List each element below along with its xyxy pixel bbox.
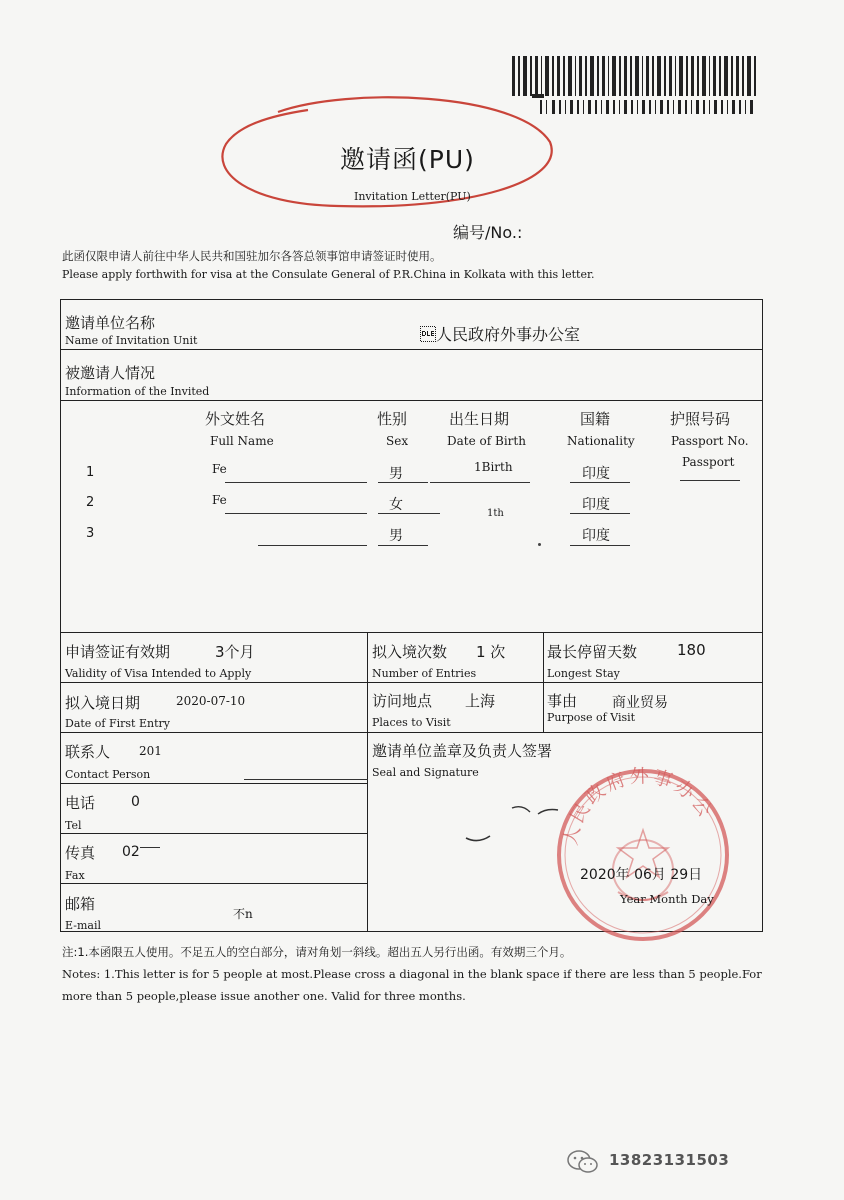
fill-line (680, 480, 740, 481)
unit-label-cn: 邀请单位名称 (65, 314, 156, 332)
row-name: Fe (212, 462, 227, 476)
email-label-en: E-mail (65, 919, 101, 932)
table-rule (60, 833, 368, 834)
signature-date: 2020年 06月 29日 (580, 867, 703, 883)
fill-line (378, 482, 428, 483)
fax-value: 02 (122, 844, 140, 860)
signature-mark (462, 800, 572, 850)
entries-label-en: Number of Entries (372, 667, 477, 680)
fill-line (378, 545, 428, 546)
col-passport-cn: 护照号码 (670, 410, 731, 428)
email-value: 不n (233, 907, 253, 921)
table-rule (60, 632, 763, 633)
col-sex-cn: 性别 (377, 410, 408, 428)
wechat-icon (566, 1149, 600, 1175)
entry-date-label-en: Date of First Entry (65, 717, 170, 730)
fax-label-en: Fax (65, 869, 85, 882)
notes-en: Notes: 1.This letter is for 5 people at most.Please cross a diagonal in the blank space if there are less than 5 people.For more than 5 people,please issue another one. Valid for three months. (62, 967, 762, 1003)
table-rule (60, 883, 368, 884)
table-rule (60, 349, 763, 350)
fax-label-cn: 传真 (65, 844, 96, 862)
notes-cn: 注:1.本函限五人使用。不足五人的空白部分，请对角划一斜线。超出五人另行出函。有效期三个月。 (62, 945, 572, 959)
table-rule (60, 732, 763, 733)
validity-value: 3个月 (215, 643, 255, 661)
col-birth-cn: 出生日期 (449, 410, 510, 428)
validity-label-en: Validity of Visa Intended to Apply (65, 667, 252, 680)
col-fullname-en: Full Name (210, 434, 274, 448)
row-number: 1 (86, 465, 95, 480)
col-nationality-cn: 国籍 (580, 410, 611, 428)
stay-label-en: Longest Stay (547, 667, 620, 680)
table-rule (60, 400, 763, 401)
document-number-label: 编号/No.: (453, 223, 523, 242)
fill-line (140, 847, 160, 848)
signature-date-en: Year Month Day (620, 892, 714, 906)
entry-date-value: 2020-07-10 (176, 694, 246, 708)
col-nationality-en: Nationality (567, 434, 635, 448)
fill-line (570, 482, 630, 483)
places-label-cn: 访问地点 (372, 692, 433, 710)
tel-label-cn: 电话 (65, 794, 96, 812)
purpose-label-cn: 事由 (547, 692, 578, 710)
row-sex: 女 (389, 497, 403, 513)
svg-text:人民政府外事办公 (559, 765, 717, 847)
entry-date-label-cn: 拟入境日期 (65, 694, 141, 712)
fill-line (378, 513, 440, 514)
table-rule (60, 682, 763, 683)
seal-text: 人民政府外事办公 (559, 765, 718, 848)
places-value: 上海 (465, 692, 496, 710)
seal-label-en: Seal and Signature (372, 766, 479, 779)
intro-text-cn: 此函仅限申请人前往中华人民共和国驻加尔各答总领事馆申请签证时使用。 (62, 249, 442, 263)
row-sex: 男 (389, 528, 403, 544)
purpose-label-en: Purpose of Visit (547, 711, 636, 724)
invited-label-en: Information of the Invited (65, 385, 210, 398)
purpose-value: 商业贸易 (612, 695, 668, 711)
stay-label-cn: 最长停留天数 (547, 643, 638, 661)
footer-phone: 13823131503 (609, 1151, 730, 1169)
col-birth-en: Date of Birth (447, 434, 526, 448)
fill-line (225, 482, 367, 483)
row-number: 3 (86, 526, 95, 541)
email-label-cn: 邮箱 (65, 895, 96, 913)
table-rule (60, 783, 368, 784)
fill-line (570, 545, 630, 546)
table-rule (543, 632, 544, 732)
row-nationality: 印度 (582, 466, 610, 482)
unit-value: 人民政府外事办公室 (420, 325, 581, 344)
official-seal (548, 760, 738, 950)
entries-value: 1 次 (476, 643, 506, 661)
row-birth: 1th (487, 508, 504, 519)
row-number: 2 (86, 495, 95, 510)
contact-label-en: Contact Person (65, 768, 151, 781)
fill-line (244, 779, 368, 780)
intro-text-en: Please apply forthwith for visa at the Consulate General of P.R.China in Kolkata with this letter. (62, 268, 595, 281)
stray-mark (538, 543, 541, 546)
row-passport: Passport (682, 455, 735, 469)
invited-label-cn: 被邀请人情况 (65, 364, 156, 382)
page-subtitle: Invitation Letter(PU) (354, 190, 471, 203)
unit-label-en: Name of Invitation Unit (65, 334, 198, 347)
places-label-en: Places to Visit (372, 716, 451, 729)
contact-value: 201 (139, 744, 162, 758)
tel-label-en: Tel (65, 819, 82, 832)
col-sex-en: Sex (386, 434, 409, 448)
contact-label-cn: 联系人 (65, 743, 111, 761)
tel-value: 0 (131, 794, 140, 810)
row-name: Fe (212, 493, 227, 507)
fill-line (430, 482, 530, 483)
fill-line (258, 545, 367, 546)
col-passport-en: Passport No. (671, 434, 749, 448)
row-nationality: 印度 (582, 528, 610, 544)
entries-label-cn: 拟入境次数 (372, 643, 448, 661)
stay-value: 180 (677, 641, 706, 659)
validity-label-cn: 申请签证有效期 (65, 643, 171, 661)
fill-line (570, 513, 630, 514)
seal-label-cn: 邀请单位盖章及负责人签署 (372, 742, 553, 760)
row-sex: 男 (389, 466, 403, 482)
page-title: 邀请函(PU) (340, 145, 475, 174)
col-fullname-cn: 外文姓名 (205, 410, 266, 428)
row-nationality: 印度 (582, 497, 610, 513)
fill-line (225, 513, 367, 514)
table-rule (367, 632, 368, 932)
row-birth: 1Birth (474, 460, 513, 474)
